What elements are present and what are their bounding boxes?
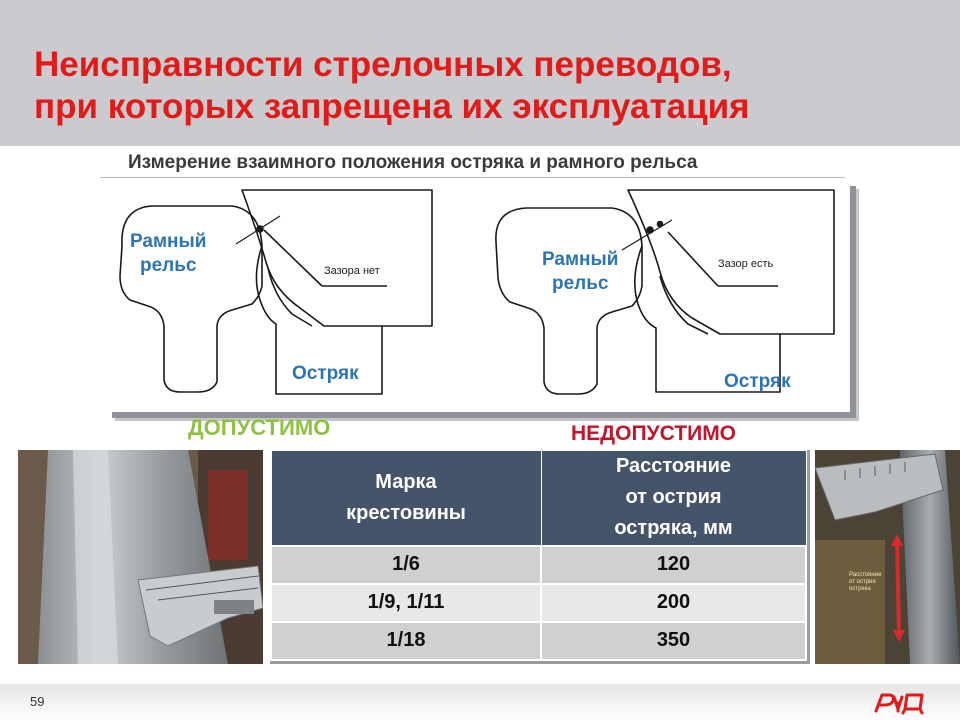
- right-stock-rail-label-line1: Рамный: [542, 249, 619, 270]
- right-switch-label: Остряк: [724, 371, 791, 392]
- distance-annotation: Расстояние от острия остряка: [849, 572, 882, 592]
- subtitle-divider: [100, 177, 845, 178]
- left-blade-inner-line: [268, 268, 312, 326]
- acceptable-verdict: ДОПУСТИМО: [188, 415, 331, 440]
- rzd-logo-icon: [872, 691, 928, 720]
- right-contact-line: [668, 232, 718, 286]
- header-distance-line3: остряка, мм: [614, 517, 733, 540]
- footer-band: [0, 684, 960, 720]
- slide-title: [34, 44, 934, 128]
- header-distance-line2: от острия: [625, 486, 722, 509]
- right-gap-label: Зазор есть: [718, 258, 774, 270]
- left-switch-blade-outline: [242, 190, 432, 326]
- right-pointer-line: [622, 220, 672, 250]
- measurement-photo-right: [815, 450, 960, 664]
- header-distance-line1: Расстояние: [615, 455, 732, 478]
- page-number: 59: [30, 694, 45, 709]
- photo-right-drawing: [815, 450, 960, 664]
- title-line-2: при которых запрещена их эксплуатация: [34, 87, 750, 126]
- photo-left-drawing: [18, 450, 263, 664]
- right-contact-point-b: [658, 222, 663, 227]
- left-switch-label: Остряк: [292, 363, 359, 384]
- unacceptable-verdict: НЕДОПУСТИМО: [571, 422, 737, 445]
- cell-distance: 120: [541, 546, 806, 584]
- title-line-1: Неисправности стрелочных переводов,: [34, 45, 732, 84]
- header-distance: [541, 451, 806, 546]
- distance-arrow-shaft: [897, 542, 899, 634]
- header-frog-grade: [271, 451, 541, 546]
- cell-distance: 350: [541, 622, 806, 660]
- right-stock-rail-outline: [496, 208, 642, 394]
- right-stock-rail-label-line2: рельс: [551, 273, 609, 294]
- slide-subtitle: Измерение взаимного положения остряка и рамного рельса: [128, 152, 698, 173]
- table-row: [271, 584, 806, 622]
- header-frog-grade-line1: Марка: [375, 470, 437, 493]
- left-stock-rail-label: [130, 230, 206, 278]
- right-blade-inner-line: [660, 276, 708, 334]
- cell-frog-grade: 1/18: [271, 622, 541, 660]
- left-gap-label: Зазора нет: [324, 265, 380, 277]
- left-stock-rail-label-line1: Рамный: [130, 231, 207, 252]
- table-row: [271, 622, 806, 660]
- cell-frog-grade: 1/6: [271, 546, 541, 584]
- measurement-photo-left: [18, 450, 263, 664]
- table-row: [271, 546, 806, 584]
- distance-table: [270, 450, 807, 661]
- header-frog-grade-line2: крестовины: [346, 501, 466, 524]
- right-stock-rail-label: [542, 248, 618, 296]
- right-contact-point-a: [647, 227, 653, 233]
- frog-grade-table: [270, 450, 810, 664]
- cell-distance: 200: [541, 584, 806, 622]
- table-header-row: [271, 451, 806, 546]
- rail-profile-diagram: [112, 186, 856, 418]
- left-stock-rail-label-line2: рельс: [139, 255, 197, 276]
- cell-frog-grade: 1/9, 1/11: [271, 584, 541, 622]
- left-contact-point: [257, 226, 263, 232]
